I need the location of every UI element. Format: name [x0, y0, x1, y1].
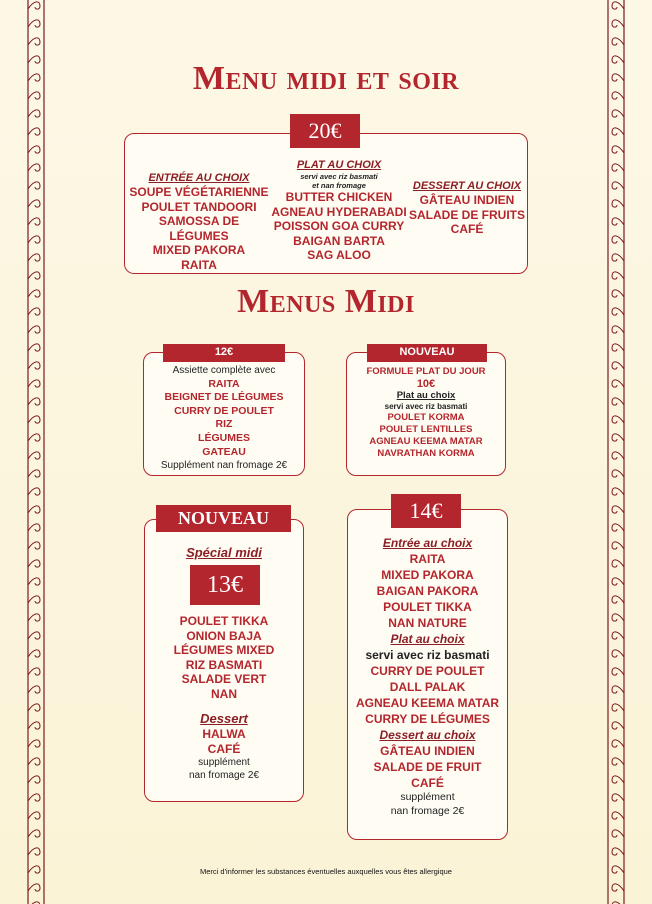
- menu-item: RAITA: [181, 257, 217, 272]
- menu-item: AGNEAU KEEMA MATAR: [369, 436, 483, 447]
- price-10: 10€: [416, 378, 436, 390]
- menu-item: POULET KORMA: [387, 412, 465, 423]
- menu-item: ONION BAJA: [186, 628, 262, 643]
- menu-nouveau-content: [347, 366, 505, 460]
- special-midi-header: Spécial midi: [186, 545, 262, 560]
- section-title: Menus Midi: [237, 283, 415, 320]
- plat-column: [269, 159, 409, 263]
- menu-item: RAITA: [409, 552, 446, 566]
- menu-item: NAN NATURE: [388, 616, 467, 630]
- decorative-border-right: [606, 0, 626, 904]
- menu-item: POULET TIKKA: [179, 614, 269, 628]
- menu-item: AGNEAU KEEMA MATAR: [355, 696, 500, 710]
- supplement-text: supplément: [198, 757, 250, 768]
- menu-item: GÂTEAU INDIEN: [380, 744, 475, 758]
- menu-14-content: [348, 535, 507, 818]
- menu-item: AGNEAU HYDERABADI: [271, 204, 407, 219]
- menu-item: POULET LENTILLES: [379, 424, 473, 435]
- nouveau-badge: NOUVEAU: [156, 505, 291, 532]
- menu-item: HALWA: [202, 727, 246, 741]
- allergy-footer-note: Merci d'informer les substances éventuelles auxquelles vous êtes allergique: [200, 867, 452, 876]
- menu-item: GÂTEAU INDIEN: [419, 193, 515, 207]
- menu-item: SAMOSSA DE LÉGUMES: [158, 214, 240, 243]
- menu-item: SOUPE VÉGÉTARIENNE: [129, 185, 269, 199]
- plat-note: servi avec riz basmati: [365, 648, 490, 662]
- nouveau-badge: NOUVEAU: [367, 344, 487, 362]
- menu-item: CAFÉ: [450, 222, 484, 237]
- special-midi-header-wrap: [145, 545, 303, 561]
- price-tag-14: 14€: [391, 494, 461, 528]
- menu-item: BEIGNET DE LÉGUMES: [164, 391, 284, 404]
- menu-intro: Assiette complète avec: [172, 365, 276, 376]
- plat-note: et nan fromage: [312, 181, 366, 190]
- menu-item: BAIGAN BARTA: [293, 233, 385, 248]
- dessert-header: Dessert au choix: [379, 728, 476, 742]
- menu-item: CAFÉ: [411, 776, 444, 790]
- menu-13-box: [144, 519, 304, 802]
- dessert-header: Dessert: [200, 711, 248, 726]
- menu-item: BAIGAN PAKORA: [376, 584, 479, 598]
- menu-item: GATEAU: [202, 445, 246, 458]
- menu-item: SALADE DE FRUITS: [408, 207, 525, 222]
- menu-item: RIZ: [215, 418, 233, 431]
- entree-header: ENTRÉE AU CHOIX: [148, 172, 250, 184]
- menu-20-box: [124, 133, 528, 274]
- price-tag-12: 12€: [163, 344, 285, 362]
- plat-header: PLAT AU CHOIX: [296, 159, 382, 171]
- menu-item: CURRY DE POULET: [370, 664, 485, 678]
- menu-13-content: [145, 614, 303, 782]
- menu-item: MIXED PAKORA: [381, 568, 474, 582]
- dessert-header: DESSERT AU CHOIX: [412, 180, 522, 192]
- page-title: Menu midi et soir: [192, 60, 460, 97]
- plat-note: servi avec riz basmati: [300, 172, 378, 181]
- plat-header: Plat au choix: [390, 632, 465, 646]
- dessert-column: [407, 180, 527, 237]
- menu-item: RAITA: [208, 377, 240, 390]
- menu-item: NAN: [211, 686, 237, 701]
- menu-item: NAVRATHAN KORMA: [377, 448, 475, 459]
- decorative-border-left: [26, 0, 46, 904]
- supplement-text: supplément: [400, 791, 455, 803]
- price-tag-13: 13€: [190, 565, 260, 605]
- menu-14-box: [347, 509, 508, 840]
- menu-item: BUTTER CHICKEN: [285, 190, 393, 204]
- plat-note: servi avec riz basmati: [384, 402, 468, 411]
- entree-header: Entrée au choix: [382, 536, 473, 550]
- menu-item: POULET TANDOORI: [141, 199, 257, 214]
- formule-label: FORMULE PLAT DU JOUR: [366, 366, 486, 377]
- menu-12-box: [143, 352, 305, 476]
- menu-item: RIZ BASMATI: [185, 657, 263, 672]
- supplement-text: Supplément nan fromage 2€: [160, 460, 288, 472]
- menu-item: CURRY DE POULET: [174, 404, 274, 417]
- menu-item: LÉGUMES: [198, 431, 250, 444]
- menu-item: SALADE VERT: [181, 672, 267, 686]
- menu-item: CURRY DE LÉGUMES: [365, 712, 490, 726]
- price-tag-20: 20€: [290, 114, 360, 148]
- menu-item: DALL PALAK: [389, 680, 466, 694]
- menu-item: CAFÉ: [207, 741, 241, 756]
- menu-item: POULET TIKKA: [383, 600, 472, 614]
- menu-item: POISSON GOA CURRY: [273, 219, 405, 234]
- menu-item: LÉGUMES MIXED: [173, 643, 275, 657]
- menu-12-content: [144, 364, 304, 473]
- menu-item: SALADE DE FRUIT: [373, 760, 482, 774]
- plat-header: Plat au choix: [396, 390, 456, 401]
- menu-nouveau-box: [346, 352, 506, 476]
- supplement-text: nan fromage 2€: [390, 804, 465, 817]
- menu-item: SAG ALOO: [307, 248, 371, 263]
- entree-column: [129, 172, 269, 273]
- menu-item: MIXED PAKORA: [152, 243, 246, 258]
- supplement-text: nan fromage 2€: [188, 770, 260, 781]
